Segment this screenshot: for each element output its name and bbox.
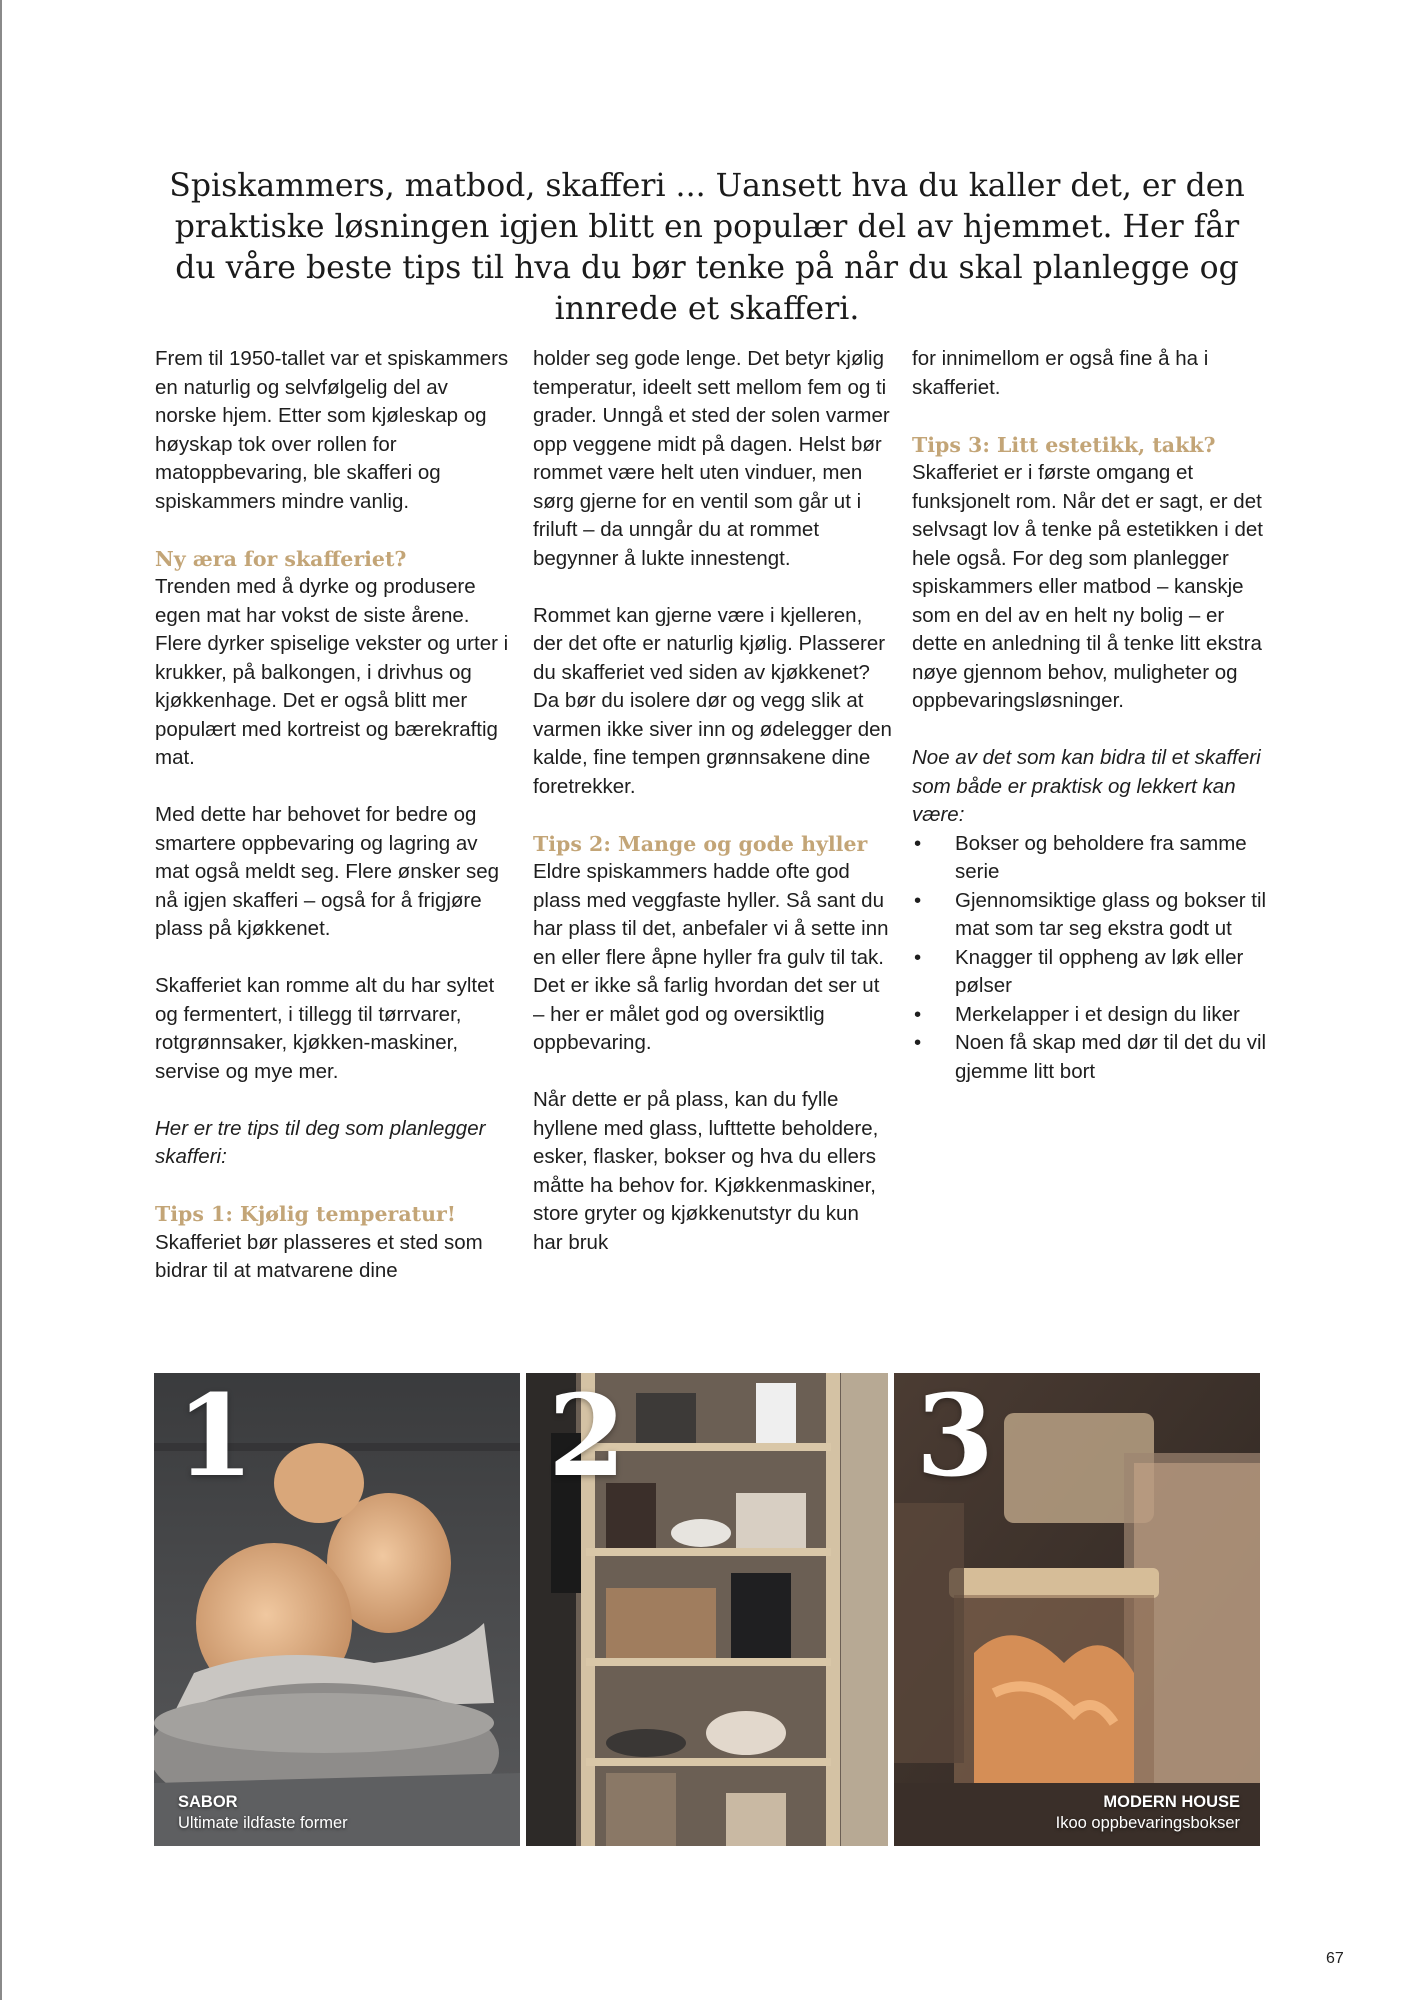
- list-item: • Knagger til oppheng av løk eller pølser: [912, 944, 1272, 1001]
- paragraph: Rommet kan gjerne være i kjelleren, der det ofte er naturlig kjølig. Plasserer du skafferiet ved siden av kjøkkenet? Da bør du isolere dør og vegg slik at varmen ikke siver inn og ødelegger den kalde, fine tempen grønnsakene dine foretrekker.: [533, 603, 892, 798]
- italic-text: Her er tre tips til deg som planlegger skafferi:: [155, 1116, 486, 1168]
- text-column-2: [533, 345, 893, 1257]
- paragraph: [912, 744, 1272, 830]
- photo-caption: [178, 1792, 348, 1834]
- caption-text: Ultimate ildfaste former: [178, 1814, 348, 1832]
- subheading: Tips 3: Litt estetikk, takk?: [912, 432, 1216, 457]
- list-item: • Gjennomsiktige glass og bokser til mat som tar seg ekstra godt ut: [912, 887, 1272, 944]
- text-column-3: [912, 345, 1272, 1086]
- caption-text: Ikoo oppbevaringsbokser: [1055, 1814, 1240, 1832]
- paragraph: Med dette har behovet for bedre og smartere oppbevaring og lagring av mat også meldt seg. Flere ønsker seg nå igjen skafferi – også for å frigjøre plass på kjøkkenet.: [155, 803, 500, 940]
- paragraph: for innimellom er også fine å ha i skafferiet.: [912, 347, 1209, 399]
- paragraph: [155, 1115, 515, 1172]
- paragraph: Skafferiet bør plasseres et sted som bidrar til at matvarene dine: [155, 1230, 483, 1282]
- text-column-1: [155, 345, 515, 1286]
- page-number: 67: [1326, 1950, 1344, 1967]
- paragraph: Trenden med å dyrke og produsere egen mat har vokst de siste årene. Flere dyrker spiselige vekster og urter i krukker, på balkongen, i drivhus og kjøkkenhage. Det er også blitt mer populært med kortreist og bærekraftig mat.: [155, 575, 509, 769]
- paragraph: holder seg gode lenge. Det betyr kjølig temperatur, ideelt sett mellom fem og ti grader. Unngå et sted der solen varmer opp veggene midt på dagen. Helst bør rommet være helt uten vinduer, men sørg gjerne for en ventil som går ut i friluft – da unngår du at rommet begynner å lukte innestengt.: [533, 347, 890, 570]
- list-item: • Noen få skap med dør til det du vil gjemme litt bort: [912, 1029, 1272, 1086]
- photo-number: 2: [548, 1373, 626, 1502]
- paragraph: Når dette er på plass, kan du fylle hyllene med glass, lufttette beholdere, esker, flasker, bokser og hva du ellers måtte ha behov for. Kjøkkenmaskiner, store gryter og kjøkkenutstyr du kun har bruk: [533, 1088, 879, 1254]
- italic-text: Noe av det som kan bidra til et skafferi som både er praktisk og lekkert kan være:: [912, 746, 1261, 826]
- paragraph: Eldre spiskammers hadde ofte god plass med veggfaste hyller. Så sant du har plass til det, anbefaler vi å sette inn en eller flere åpne hyller fra gulv til tak. Det er ikke så farlig hvordan det ser ut – her er målet god og oversiktlig oppbevaring.: [533, 860, 889, 1054]
- list-item: • Bokser og beholdere fra samme serie: [912, 830, 1272, 887]
- photo-storage-jars: [894, 1373, 1260, 1846]
- photo-pantry-shelves: [526, 1373, 888, 1846]
- caption-brand: MODERN HOUSE: [1103, 1793, 1240, 1811]
- left-page-edge: [0, 0, 2, 2000]
- photo-caption: [1056, 1792, 1240, 1834]
- subheading: Ny æra for skafferiet?: [155, 546, 407, 571]
- paragraph: Skafferiet er i første omgang et funksjonelt rom. Når det er sagt, er det selvsagt lov å tenke på estetikken i det hele også. For deg som planlegger spiskammers eller matbod – kanskje som en del av en helt ny bolig – er dette en anledning til å tenke litt ekstra nøye gjennom behov, muligheter og oppbevaringsløsninger.: [912, 461, 1263, 712]
- tips-list: [912, 830, 1272, 1087]
- subheading: Tips 2: Mange og gode hyller: [533, 831, 868, 856]
- list-item: • Merkelapper i et design du liker: [912, 1001, 1272, 1030]
- paragraph: Frem til 1950-tallet var et spiskammers en naturlig og selvfølgelig del av norske hjem. Etter som kjøleskap og høyskap tok over rollen for matoppbevaring, ble skafferi og spiskammers mindre vanlig.: [155, 347, 509, 513]
- paragraph: Skafferiet kan romme alt du har syltet og fermentert, i tillegg til tørrvarer, rotgrønnsaker, kjøkken-maskiner, servise og mye mer.: [155, 974, 495, 1083]
- caption-brand: SABOR: [178, 1793, 238, 1811]
- subheading: Tips 1: Kjølig temperatur!: [155, 1202, 456, 1226]
- photo-squash-bowl: [154, 1373, 520, 1846]
- photo-number: 1: [176, 1373, 254, 1502]
- photo-number: 3: [916, 1373, 994, 1502]
- intro-text: Spiskammers, matbod, skafferi ... Uansett hva du kaller det, er den praktiske løsningen igjen blitt en populær del av hjemmet. Her får du våre beste tips til hva du bør tenke på når du skal planlegge og innrede et skafferi.: [169, 168, 1245, 327]
